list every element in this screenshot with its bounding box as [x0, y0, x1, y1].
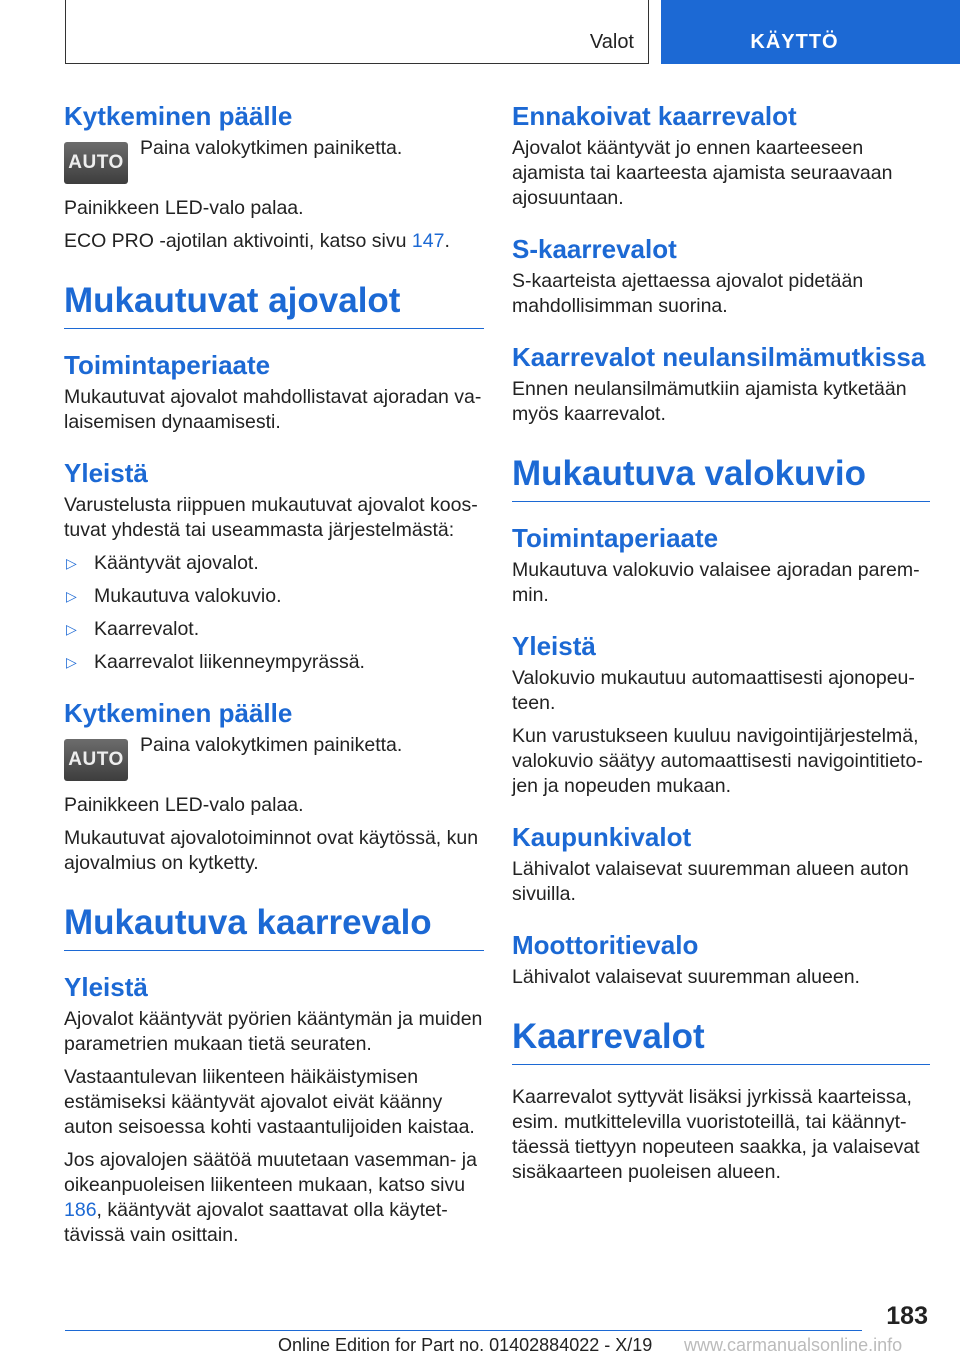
heading-ennakoivat: Ennakoivat kaarrevalot: [512, 101, 797, 131]
s-kaarrevalot-text: S-kaarteista ajettaessa ajovalot pidetään mahdollisimman suorina.: [512, 270, 864, 317]
neulansilma-text: Ennen neulansilmämutkiin ajamista kytketään myös kaarrevalot.: [512, 378, 907, 425]
toimintaperiaate-text-2: Mukautuva valokuvio valaisee ajoradan paremmin.: [512, 559, 920, 606]
auto-instruction-1: [64, 136, 484, 184]
footer-divider: [65, 1330, 862, 1331]
auto-button-icon: AUTO: [64, 739, 128, 781]
kaarrevalo-text-3: Jos ajovalojen säätöä muutetaan vasemman- ja oikeanpuoleisen liikenteen mukaan, katso sivu 186, kääntyvät ajovalot saattavat olla käytettävissä vain osittain.: [64, 1149, 477, 1246]
auto-instruction-2: [64, 733, 484, 781]
list-item: ▷ Kääntyvät ajovalot.: [66, 552, 259, 574]
press-text-2: Paina valokytkimen painiketta.: [140, 734, 403, 756]
heading-mukautuva-kaarrevalo: Mukautuva kaarrevalo: [64, 902, 484, 951]
heading-s-kaarrevalot: S-kaarrevalot: [512, 234, 677, 264]
moottoritievalo-text: Lähivalot valaisevat suuremman alueen.: [512, 966, 860, 988]
kaarrevalot-text: Kaarrevalot syttyvät lisäksi jyrkissä kaarteissa, esim. mutkittelevilla vuoristoteillä, tai käännyttäessä tiettyyn nopeuteen saakka, ja valaisevat sisäkaarteen puoleisen alueen.: [512, 1086, 920, 1183]
yleista-text-1: Varustelusta riippuen mukautuvat ajovalot koostuvat yhdestä tai useammasta järjestelmästä:: [64, 494, 478, 541]
heading-mukautuva-valokuvio: Mukautuva valokuvio: [512, 453, 930, 502]
footer-watermark: www.carmanualsonline.info: [684, 1335, 903, 1355]
heading-toimintaperiaate-2: Toimintaperiaate: [512, 523, 719, 553]
triangle-bullet-icon: ▷: [66, 555, 77, 571]
header-section-title: Valot: [589, 31, 634, 53]
ennakoivat-text: Ajovalot kääntyvät jo ennen kaarteeseen ajamista tai kaarteesta ajamista seuraavaan ajosuuntaan.: [512, 137, 893, 209]
page-link-147[interactable]: 147: [411, 230, 445, 252]
heading-yleista-1: Yleistä: [64, 458, 148, 488]
eco-pro-text: ECO PRO -ajotilan aktivointi, katso sivu 147.: [64, 230, 450, 252]
heading-moottoritievalo: Moottoritievalo: [512, 930, 699, 960]
page-number: 183: [886, 1302, 928, 1330]
right-column: [512, 100, 930, 1193]
press-text-1: Paina valokytkimen painiketta.: [140, 137, 403, 159]
toimintaperiaate-text-1: Mukautuvat ajovalot mahdollistavat ajoradan valaisemisen dynaamisesti.: [64, 386, 482, 433]
heading-kaupunkivalot: Kaupunkivalot: [512, 822, 692, 852]
kaupunkivalot-text: Lähivalot valaisevat suuremman alueen auton sivuilla.: [512, 858, 909, 905]
list-item: ▷ Kaarrevalot.: [66, 618, 200, 640]
kaarrevalo-text-1: Ajovalot kääntyvät pyörien kääntymän ja muiden parametrien mukaan tietä seuraten.: [64, 1008, 483, 1055]
adaptive-active-text: Mukautuvat ajovalotoiminnot ovat käytössä, kun ajovalmius on kytketty.: [64, 827, 479, 874]
heading-yleista-3: Yleistä: [512, 631, 596, 661]
left-column: [64, 100, 484, 1256]
triangle-bullet-icon: ▷: [66, 654, 77, 670]
heading-mukautuvat-ajovalot: Mukautuvat ajovalot: [64, 280, 484, 329]
auto-button-icon: AUTO: [64, 142, 128, 184]
list-item: ▷ Mukautuva valokuvio.: [66, 585, 282, 607]
systems-list: [64, 551, 484, 675]
heading-toimintaperiaate-1: Toimintaperiaate: [64, 350, 271, 380]
footer-edition: Online Edition for Part no. 01402884022 - X/19: [278, 1335, 653, 1355]
heading-neulansilma: Kaarrevalot neulansilmämutkissa: [512, 342, 926, 372]
led-text-1: Painikkeen LED-valo palaa.: [64, 197, 304, 219]
kaarrevalo-text-2: Vastaantulevan liikenteen häikäistymisen estämiseksi kääntyvät ajovalot eivät käänny auton seisoessa kohti vastaantulijoiden kaistaa.: [64, 1066, 475, 1138]
heading-kytkeminen-1: Kytkeminen päälle: [64, 101, 293, 131]
heading-yleista-2: Yleistä: [64, 972, 148, 1002]
heading-kytkeminen-2: Kytkeminen päälle: [64, 698, 293, 728]
triangle-bullet-icon: ▷: [66, 588, 77, 604]
header-chapter-tab: [661, 0, 960, 64]
valokuvio-text-1: Valokuvio mukautuu automaattisesti ajonopeuteen.: [512, 667, 915, 714]
header-section-box: [65, 0, 649, 64]
heading-kaarrevalot: Kaarrevalot: [512, 1016, 930, 1065]
list-item: ▷ Kaarrevalot liikenneympyrässä.: [66, 651, 365, 673]
triangle-bullet-icon: ▷: [66, 621, 77, 637]
header-chapter-label: KÄYTTÖ: [750, 31, 839, 53]
page-link-186[interactable]: 186: [64, 1199, 97, 1221]
led-text-2: Painikkeen LED-valo palaa.: [64, 794, 304, 816]
valokuvio-text-2: Kun varustukseen kuuluu navigointijärjestelmä, valokuvio säätyy automaattisesti navigointitietojen ja nopeuden mukaan.: [512, 725, 923, 797]
